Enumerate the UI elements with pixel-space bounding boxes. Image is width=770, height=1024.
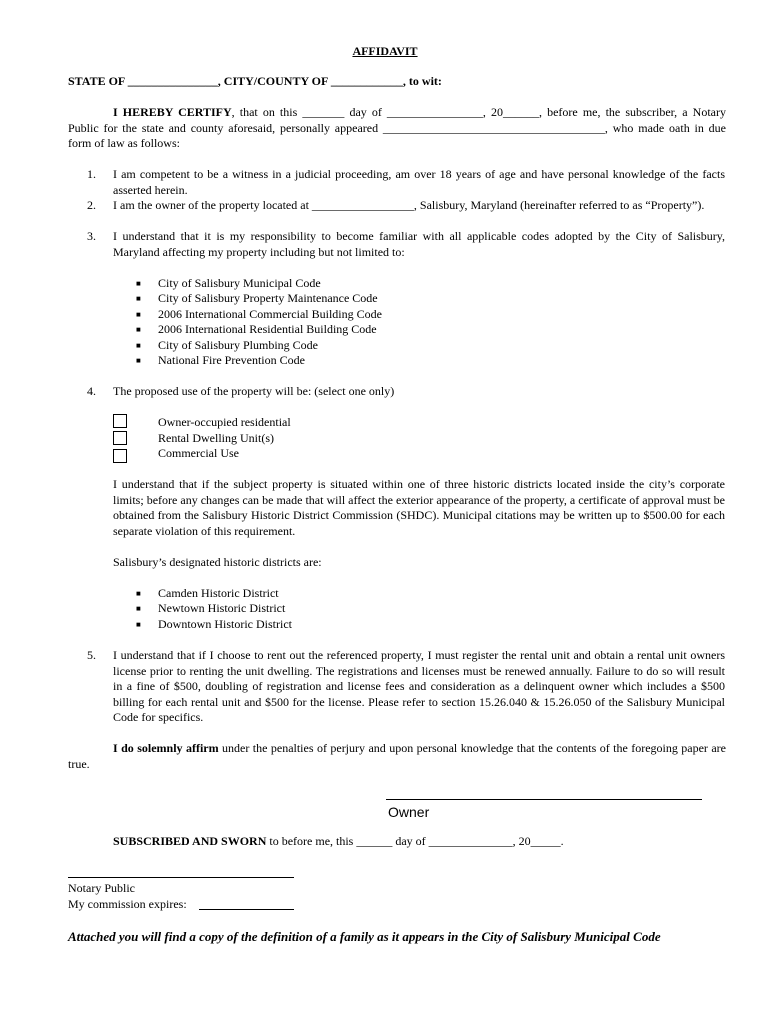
item-1-number: 1. (87, 167, 96, 181)
item-4-text: The proposed use of the property will be: (select one only) (113, 384, 395, 398)
bullet-icon: ■ (136, 589, 141, 598)
item-5-text: I understand that if I choose to rent out the referenced property, I must register the rental unit and obtain a rental unit owners license prior to renting the unit dwelling. The registrations and licenses must be renewed annually. Failure to do so will result in a fine of $500, doubling of registration and license fees and consideration as a delinquent owner which includes a $500 billing for each rental unit and $500 for the license. Please refer to section 15.26.040 & 15.26.050 of the Salisbury Municipal Code for specifics. (113, 648, 725, 724)
item-1-text: I am competent to be a witness in a judicial proceeding, am over 18 years of age and have personal knowledge of the facts asserted herein. (113, 167, 725, 197)
footer-note: Attached you will find a copy of the definition of a family as it appears in the City of Salisbury Municipal Code (68, 929, 661, 944)
bullet-icon: ■ (136, 620, 141, 629)
affirm-lead: I do solemnly affirm (113, 741, 219, 755)
certify-lead: I HEREBY CERTIFY (113, 105, 232, 119)
use-option-label: Owner-occupied residential (158, 415, 291, 429)
use-option-label: Commercial Use (158, 446, 239, 460)
item-3-text: I understand that it is my responsibility to become familiar with all applicable codes adopted by the City of Salisbury, Maryland affecting my property including but not limited to: (113, 229, 725, 259)
code-list-item: City of Salisbury Municipal Code (158, 276, 321, 290)
document-title: AFFIDAVIT (352, 44, 418, 58)
sworn-text: to before me, this ______ day of ______________, 20_____. (266, 834, 564, 848)
commission-expires-line[interactable] (199, 909, 294, 910)
item-4-number: 4. (87, 384, 96, 398)
notary-public-label: Notary Public (68, 881, 135, 895)
affirm-paragraph (68, 741, 726, 772)
commercial-use-checkbox[interactable] (113, 449, 127, 463)
sworn-lead: SUBSCRIBED AND SWORN (113, 834, 267, 848)
bullet-icon: ■ (136, 341, 141, 350)
item-2-text: I am the owner of the property located at _________________, Salisbury, Maryland (hereinafter referred to as “Property”). (113, 198, 705, 212)
district-list-item: Newtown Historic District (158, 601, 286, 615)
item-5-number: 5. (87, 648, 96, 662)
use-option-label: Rental Dwelling Unit(s) (158, 431, 274, 445)
bullet-icon: ■ (136, 356, 141, 365)
bullet-icon: ■ (136, 310, 141, 319)
code-list-item: 2006 International Residential Building Code (158, 322, 377, 336)
code-list-item: National Fire Prevention Code (158, 353, 305, 367)
code-list-item: City of Salisbury Plumbing Code (158, 338, 319, 352)
bullet-icon: ■ (136, 279, 141, 288)
district-list-item: Camden Historic District (158, 586, 279, 600)
item-2-number: 2. (87, 198, 96, 212)
bullet-icon: ■ (136, 294, 141, 303)
certify-text: , that on this _______ day of ________________, 20______, before me, the subscriber, a Notary Public for the state and county aforesaid, personally appeared _____________________________________, who made oath in due form of law as follows: (68, 105, 726, 150)
owner-occupied-checkbox[interactable] (113, 414, 127, 428)
sworn-statement (113, 834, 564, 850)
notary-signature-line[interactable] (68, 877, 294, 878)
owner-label: Owner (388, 804, 430, 820)
state-county-line: STATE OF _______________, CITY/COUNTY OF ____________, to wit: (68, 74, 442, 88)
historic-district-paragraph: I understand that if the subject property is situated within one of three historic districts located inside the city’s corporate limits; before any changes can be made that will affect the exterior appearance of the property, a certificate of approval must be obtained from the Salisbury Historic District Commission (SHDC). Municipal citations may be written up to $500.00 for each separate violation of this requirement. (113, 477, 725, 538)
code-list-item: 2006 International Commercial Building Code (158, 307, 382, 321)
rental-dwelling-checkbox[interactable] (113, 431, 127, 445)
district-list-item: Downtown Historic District (158, 617, 292, 631)
item-3-number: 3. (87, 229, 96, 243)
bullet-icon: ■ (136, 325, 141, 334)
districts-heading: Salisbury’s designated historic districts are: (113, 555, 322, 569)
commission-expires-label: My commission expires: (68, 897, 187, 911)
bullet-icon: ■ (136, 604, 141, 613)
affirm-text: under the penalties of perjury and upon personal knowledge that the contents of the foregoing paper are true. (68, 741, 726, 771)
owner-signature-line[interactable] (386, 799, 702, 800)
code-list-item: City of Salisbury Property Maintenance Code (158, 291, 378, 305)
certify-paragraph (68, 105, 726, 152)
